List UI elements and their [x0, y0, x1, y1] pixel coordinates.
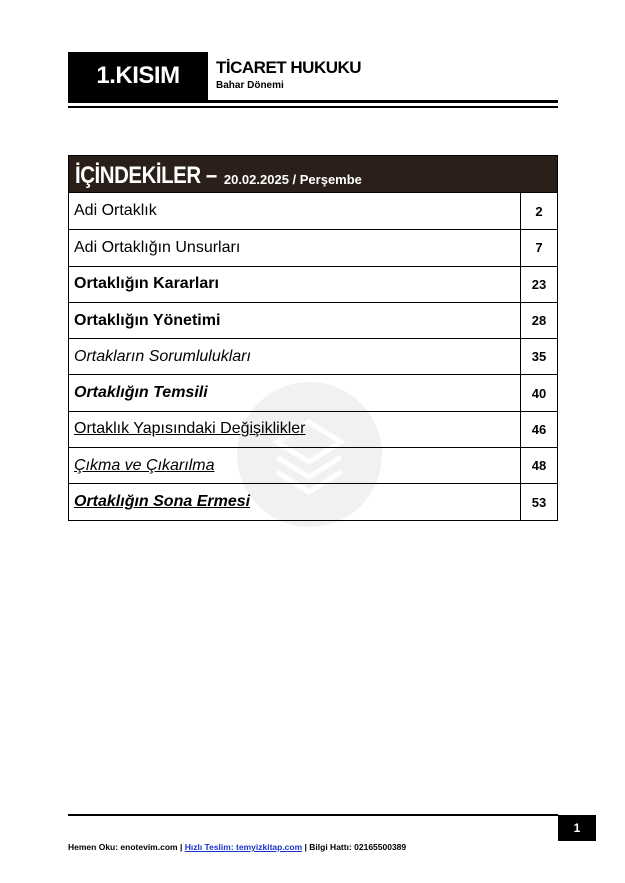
toc-entry-page: 28: [531, 313, 547, 329]
toc-entry-text: Ortaklığın Yönetimi: [74, 311, 221, 329]
toc-entry-title: [69, 230, 521, 265]
toc-entry-title: [69, 193, 521, 229]
toc-entry-title: [69, 412, 521, 447]
toc-entry-title: [69, 484, 521, 519]
toc-entry-page: 48: [531, 458, 547, 474]
toc-rows: [69, 193, 557, 520]
toc-header: [69, 156, 557, 193]
toc-entry-title: [69, 267, 521, 302]
toc-row[interactable]: [69, 302, 557, 338]
footer-separator: |: [302, 842, 310, 852]
toc-entry-title: [69, 375, 521, 410]
toc-entry-text: Ortaklığın Temsili: [74, 384, 208, 402]
toc-row[interactable]: [69, 193, 557, 229]
header-double-rule: [68, 100, 558, 108]
footer-read-label: Hemen Oku: enotevim.com: [68, 842, 178, 852]
toc-date: 20.02.2025 / Perşembe: [223, 172, 362, 187]
toc-entry-page: 2: [535, 203, 543, 219]
toc-entry-page: 53: [531, 494, 547, 510]
footer-phone-label: Bilgi Hattı: 02165500389: [309, 842, 407, 852]
toc-entry-text: Adi Ortaklığın Unsurları: [74, 238, 241, 256]
toc-row[interactable]: [69, 374, 557, 410]
toc-entry-text: Çıkma ve Çıkarılma: [74, 456, 215, 474]
toc-entry-page: 46: [531, 421, 547, 437]
toc-row[interactable]: [69, 483, 557, 519]
course-subtitle: Bahar Dönemi: [216, 80, 284, 91]
toc-entry-page: 35: [531, 349, 547, 365]
toc-entry-text: Ortaklığın Sona Ermesi: [74, 493, 251, 511]
toc-row[interactable]: [69, 266, 557, 302]
toc-row[interactable]: [69, 338, 557, 374]
toc-entry-title: [69, 448, 521, 483]
toc-entry-page: 23: [531, 276, 547, 292]
toc-entry-title: [69, 339, 521, 374]
toc-row[interactable]: [69, 411, 557, 447]
course-title: TİCARET HUKUKU: [216, 58, 362, 77]
toc-entry-text: Ortakların Sorumlulukları: [74, 347, 251, 365]
page-number: 1: [558, 815, 596, 841]
toc-heading: İÇİNDEKİLER –: [75, 162, 217, 189]
footer-text: [68, 842, 406, 852]
toc-entry-text: Ortaklığın Kararları: [74, 275, 219, 293]
toc-entry-title: [69, 303, 521, 338]
table-of-contents: [68, 155, 558, 521]
toc-entry-text: Ortaklık Yapısındaki Değişiklikler: [74, 420, 306, 438]
toc-row[interactable]: [69, 447, 557, 483]
toc-entry-text: Adi Ortaklık: [74, 202, 157, 220]
footer-separator: |: [177, 842, 185, 852]
footer-delivery-link[interactable]: Hızlı Teslim: temyizkitap.com: [184, 842, 303, 852]
toc-entry-page: 40: [531, 385, 547, 401]
footer-rule: [68, 814, 558, 816]
toc-entry-page: 7: [535, 240, 543, 256]
toc-row[interactable]: [69, 229, 557, 265]
part-label: 1.KISIM: [68, 52, 208, 100]
